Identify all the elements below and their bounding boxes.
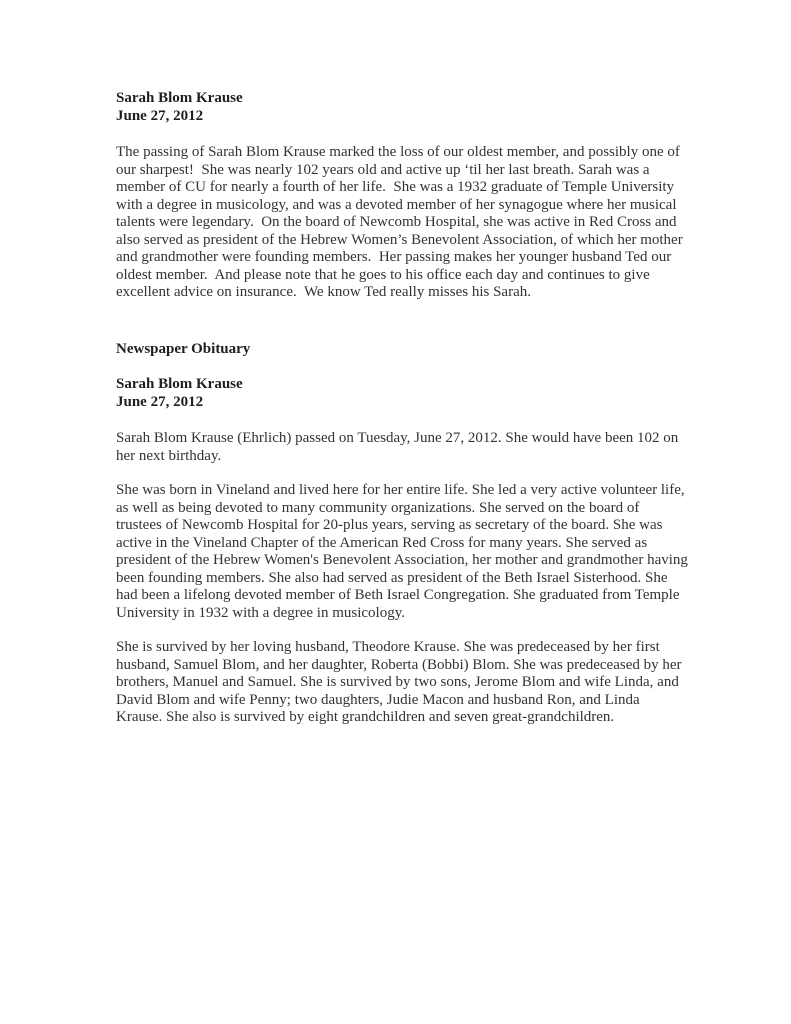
memo-header [116,90,688,125]
obituary-paragraph-2: She was born in Vineland and lived here for her entire life. She led a very active volunteer life, as well as being devoted to many community organizations. She served on the board of trustees of Newcomb Hospital for 20-plus years, serving as secretary of the board. She was active in the Vineland Chapter of the American Red Cross for many years. She served as president of the Hebrew Women's Benevolent Association, her mother and grandmother having been founding members. She also had served as president of the Beth Israel Sisterhood. She had been a lifelong devoted member of Beth Israel Congregation. She graduated from Temple University in 1932 with a degree in musicology. [116,482,692,621]
obituary-name: Sarah Blom Krause [116,376,243,392]
memo-author: Sarah Blom Krause [116,90,243,106]
obituary-paragraph-1: Sarah Blom Krause (Ehrlich) passed on Tuesday, June 27, 2012. She would have been 102 on her next birthday. [116,430,683,464]
obituary-header [116,376,688,411]
obituary-date: June 27, 2012 [116,393,204,410]
memo-body-paragraph: The passing of Sarah Blom Krause marked the loss of our oldest member, and possibly one of our sharpest! She was nearly 102 years old and active up ‘til her last breath. Sarah was a member of CU for nearly a fourth of her life. She was a 1932 graduate of Temple University with a degree in musicology, and was a devoted member of her synagogue where her musical talents were legendary. On the board of Newcomb Hospital, she was active in Red Cross and also served as president of the Hebrew Women’s Benevolent Association, of which her mother and grandmother were founding members. Her passing makes her younger husband Ted our oldest member. And please note that he goes to his office each day and continues to give excellent advice on insurance. We know Ted really misses his Sarah. [116,144,687,300]
document-content [116,90,692,727]
memo-date: June 27, 2012 [116,107,204,124]
obituary-section-heading: Newspaper Obituary [116,340,251,357]
obituary-paragraph-3: She is survived by her loving husband, Theodore Krause. She was predeceased by her first husband, Samuel Blom, and her daughter, Roberta (Bobbi) Blom. She was predeceased by her brothers, Manuel and Samuel. She is survived by two sons, Jerome Blom and wife Linda, and David Blom and wife Penny; two daughters, Judie Macon and husband Ron, and Linda Krause. She also is survived by eight grandchildren and seven great-grandchildren. [116,639,686,725]
